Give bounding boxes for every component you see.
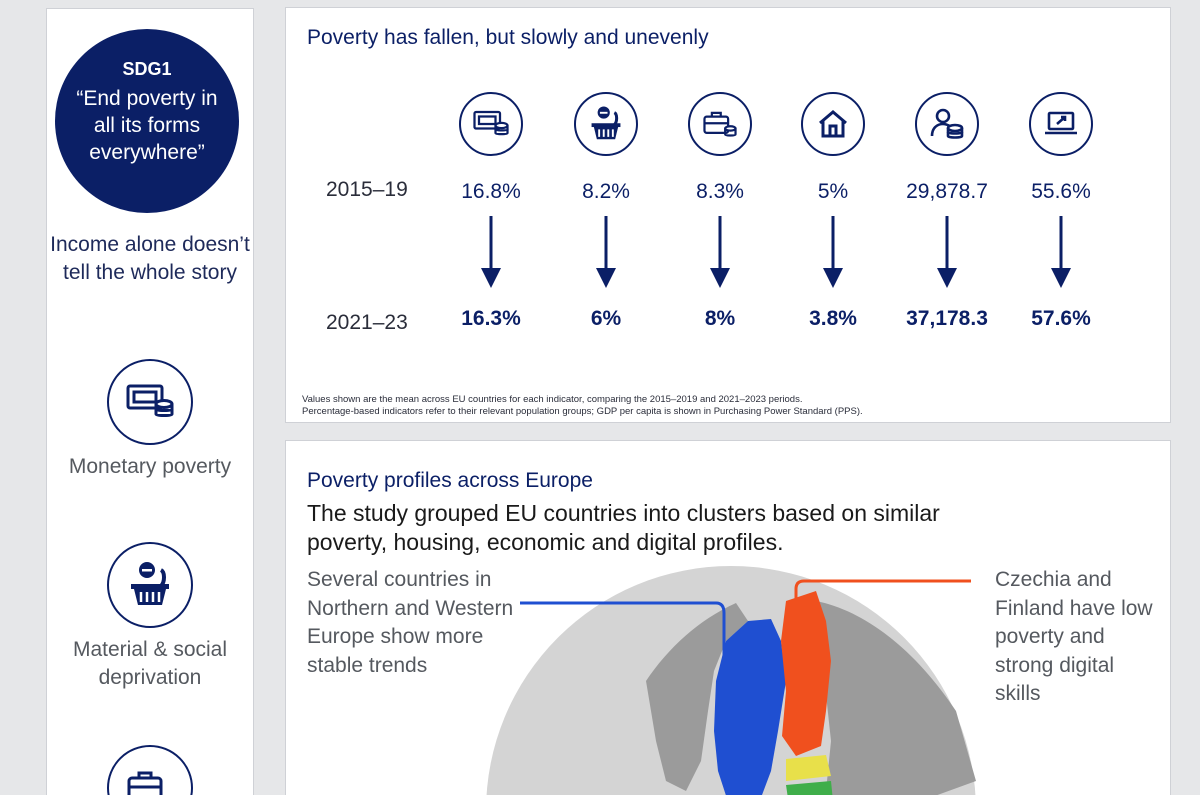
basket-icon [107, 542, 193, 628]
profiles-title: Poverty profiles across Europe [307, 469, 593, 492]
briefcase-coins-icon [688, 92, 752, 156]
trend-column-material [551, 92, 661, 331]
trend-column-work [665, 92, 775, 331]
laptop-icon [1029, 92, 1093, 156]
house-icon [801, 92, 865, 156]
indicator-work-intensity [47, 745, 253, 795]
sdg-quote: “End poverty in all its forms everywhere” [76, 87, 218, 164]
value-2021: 16.3% [461, 307, 521, 330]
indicator-monetary-poverty [47, 359, 253, 481]
trend-title: Poverty has fallen, but slowly and unevenly [307, 26, 709, 49]
sdg-badge [55, 29, 239, 213]
profiles-description: The study grouped EU countries into clusters based on similar poverty, housing, economic and digital profiles. [307, 500, 940, 555]
trend-column-housing [778, 92, 888, 331]
value-2021: 8% [704, 307, 736, 330]
value-2015: 8.2% [582, 180, 630, 203]
down-arrow-icon [594, 216, 618, 290]
footnote-line-2: Percentage-based indicators refer to their relevant population groups; GDP per capita is shown in Purchasing Power Standard (PPS). [302, 406, 863, 417]
europe-globe-map [486, 561, 986, 795]
left-subtitle: Income alone doesn’t tell the whole story [50, 233, 250, 284]
period-label-2015: 2015–19 [326, 178, 408, 201]
trend-column-gdp [892, 92, 1002, 331]
person-coins-icon [915, 92, 979, 156]
basket-icon [574, 92, 638, 156]
value-2021: 57.6% [1031, 307, 1091, 330]
footnote-line-1: Values shown are the mean across EU countries for each indicator, comparing the 2015–2019 and 2021–2023 periods. [302, 394, 803, 405]
value-2015: 8.3% [696, 180, 744, 203]
value-2021: 37,178.3 [906, 307, 988, 330]
value-2021: 3.8% [809, 307, 857, 330]
down-arrow-icon [479, 216, 503, 290]
footnote [302, 394, 863, 418]
value-2021: 6% [590, 307, 622, 330]
indicator-label: Material & social deprivation [72, 638, 228, 689]
down-arrow-icon [1049, 216, 1073, 290]
trend-panel [285, 7, 1171, 423]
down-arrow-icon [821, 216, 845, 290]
money-coins-icon [107, 359, 193, 445]
note-czechia-finland: Czechia and Finland have low poverty and strong digital skills [995, 568, 1153, 705]
money-coins-icon [459, 92, 523, 156]
briefcase-coins-icon [107, 745, 193, 795]
value-2015: 55.6% [1031, 180, 1091, 203]
note-northern-western: Several countries in Northern and Western Europe show more stable trends [307, 568, 514, 677]
left-panel [46, 8, 254, 795]
indicator-material-deprivation [47, 542, 253, 692]
trend-column-monetary [436, 92, 546, 331]
indicator-label: Monetary poverty [68, 455, 232, 478]
value-2015: 5% [817, 180, 849, 203]
down-arrow-icon [935, 216, 959, 290]
down-arrow-icon [708, 216, 732, 290]
period-label-2021: 2021–23 [326, 311, 408, 334]
trend-column-digital [1006, 92, 1116, 331]
value-2015: 29,878.7 [906, 180, 988, 203]
value-2015: 16.8% [461, 180, 521, 203]
sdg-code: SDG1 [122, 59, 172, 79]
profiles-panel [285, 440, 1171, 795]
